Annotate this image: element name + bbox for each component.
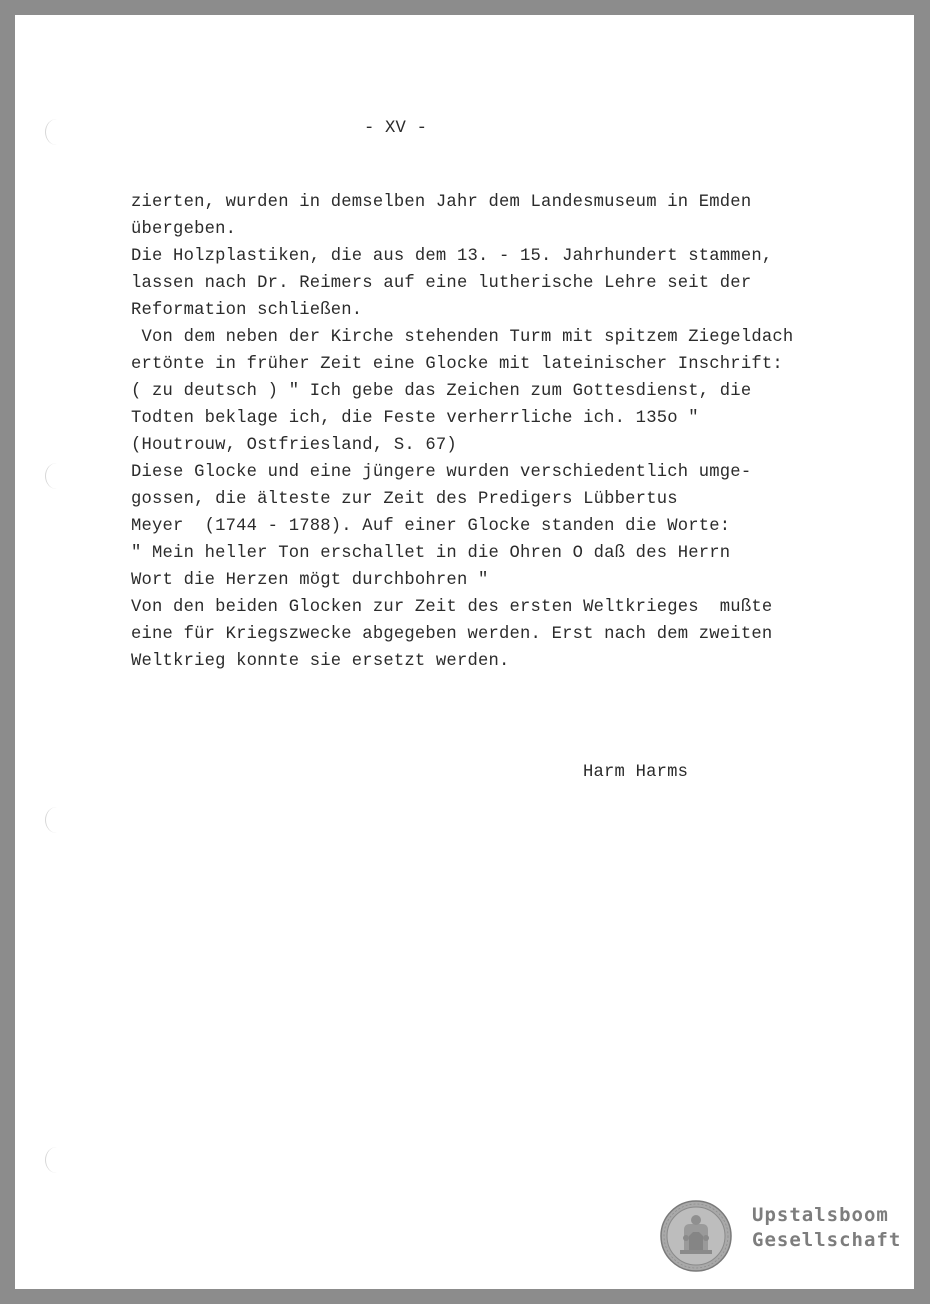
text-line: Wort die Herzen mögt durchbohren " [131,571,489,590]
watermark-line: Gesellschaft [752,1229,902,1251]
text-line: zierten, wurden in demselben Jahr dem Landesmuseum in Emden [131,193,752,212]
punch-hole [45,1147,68,1173]
punch-hole [45,807,68,833]
text-line: lassen nach Dr. Reimers auf eine lutherische Lehre seit der [131,274,752,293]
text-line: Diese Glocke und eine jüngere wurden verschiedentlich umge- [131,463,752,482]
body-text [131,189,871,675]
text-line: " Mein heller Ton erschallet in die Ohren O daß des Herrn [131,544,731,563]
text-line: Die Holzplastiken, die aus dem 13. - 15. Jahrhundert stammen, [131,247,773,266]
text-line: Weltkrieg konnte sie ersetzt werden. [131,652,510,671]
document-page [15,15,914,1289]
text-line: übergeben. [131,220,237,239]
upstalsboom-seal-icon [660,1200,732,1272]
punch-hole [45,463,68,489]
watermark-line: Upstalsboom [752,1204,889,1226]
text-line: Meyer (1744 - 1788). Auf einer Glocke standen die Worte: [131,517,731,536]
text-line: eine für Kriegszwecke abgegeben werden. Erst nach dem zweiten [131,625,773,644]
punch-hole [45,119,68,145]
page-number: - XV - [364,119,428,138]
text-line: Von den beiden Glocken zur Zeit des ersten Weltkrieges mußte [131,598,773,617]
text-line: (Houtrouw, Ostfriesland, S. 67) [131,436,457,455]
signature: Harm Harms [583,763,689,782]
text-line: Von dem neben der Kirche stehenden Turm mit spitzem Ziegeldach [131,328,794,347]
text-line: ertönte in früher Zeit eine Glocke mit lateinischer Inschrift: [131,355,783,374]
watermark-text [752,1203,901,1253]
text-line: Reformation schließen. [131,301,363,320]
text-line: ( zu deutsch ) " Ich gebe das Zeichen zum Gottesdienst, die [131,382,752,401]
text-line: Todten beklage ich, die Feste verherrliche ich. 135o " [131,409,699,428]
text-line: gossen, die älteste zur Zeit des Predigers Lübbertus [131,490,678,509]
upstalsboom-watermark [660,1198,914,1278]
